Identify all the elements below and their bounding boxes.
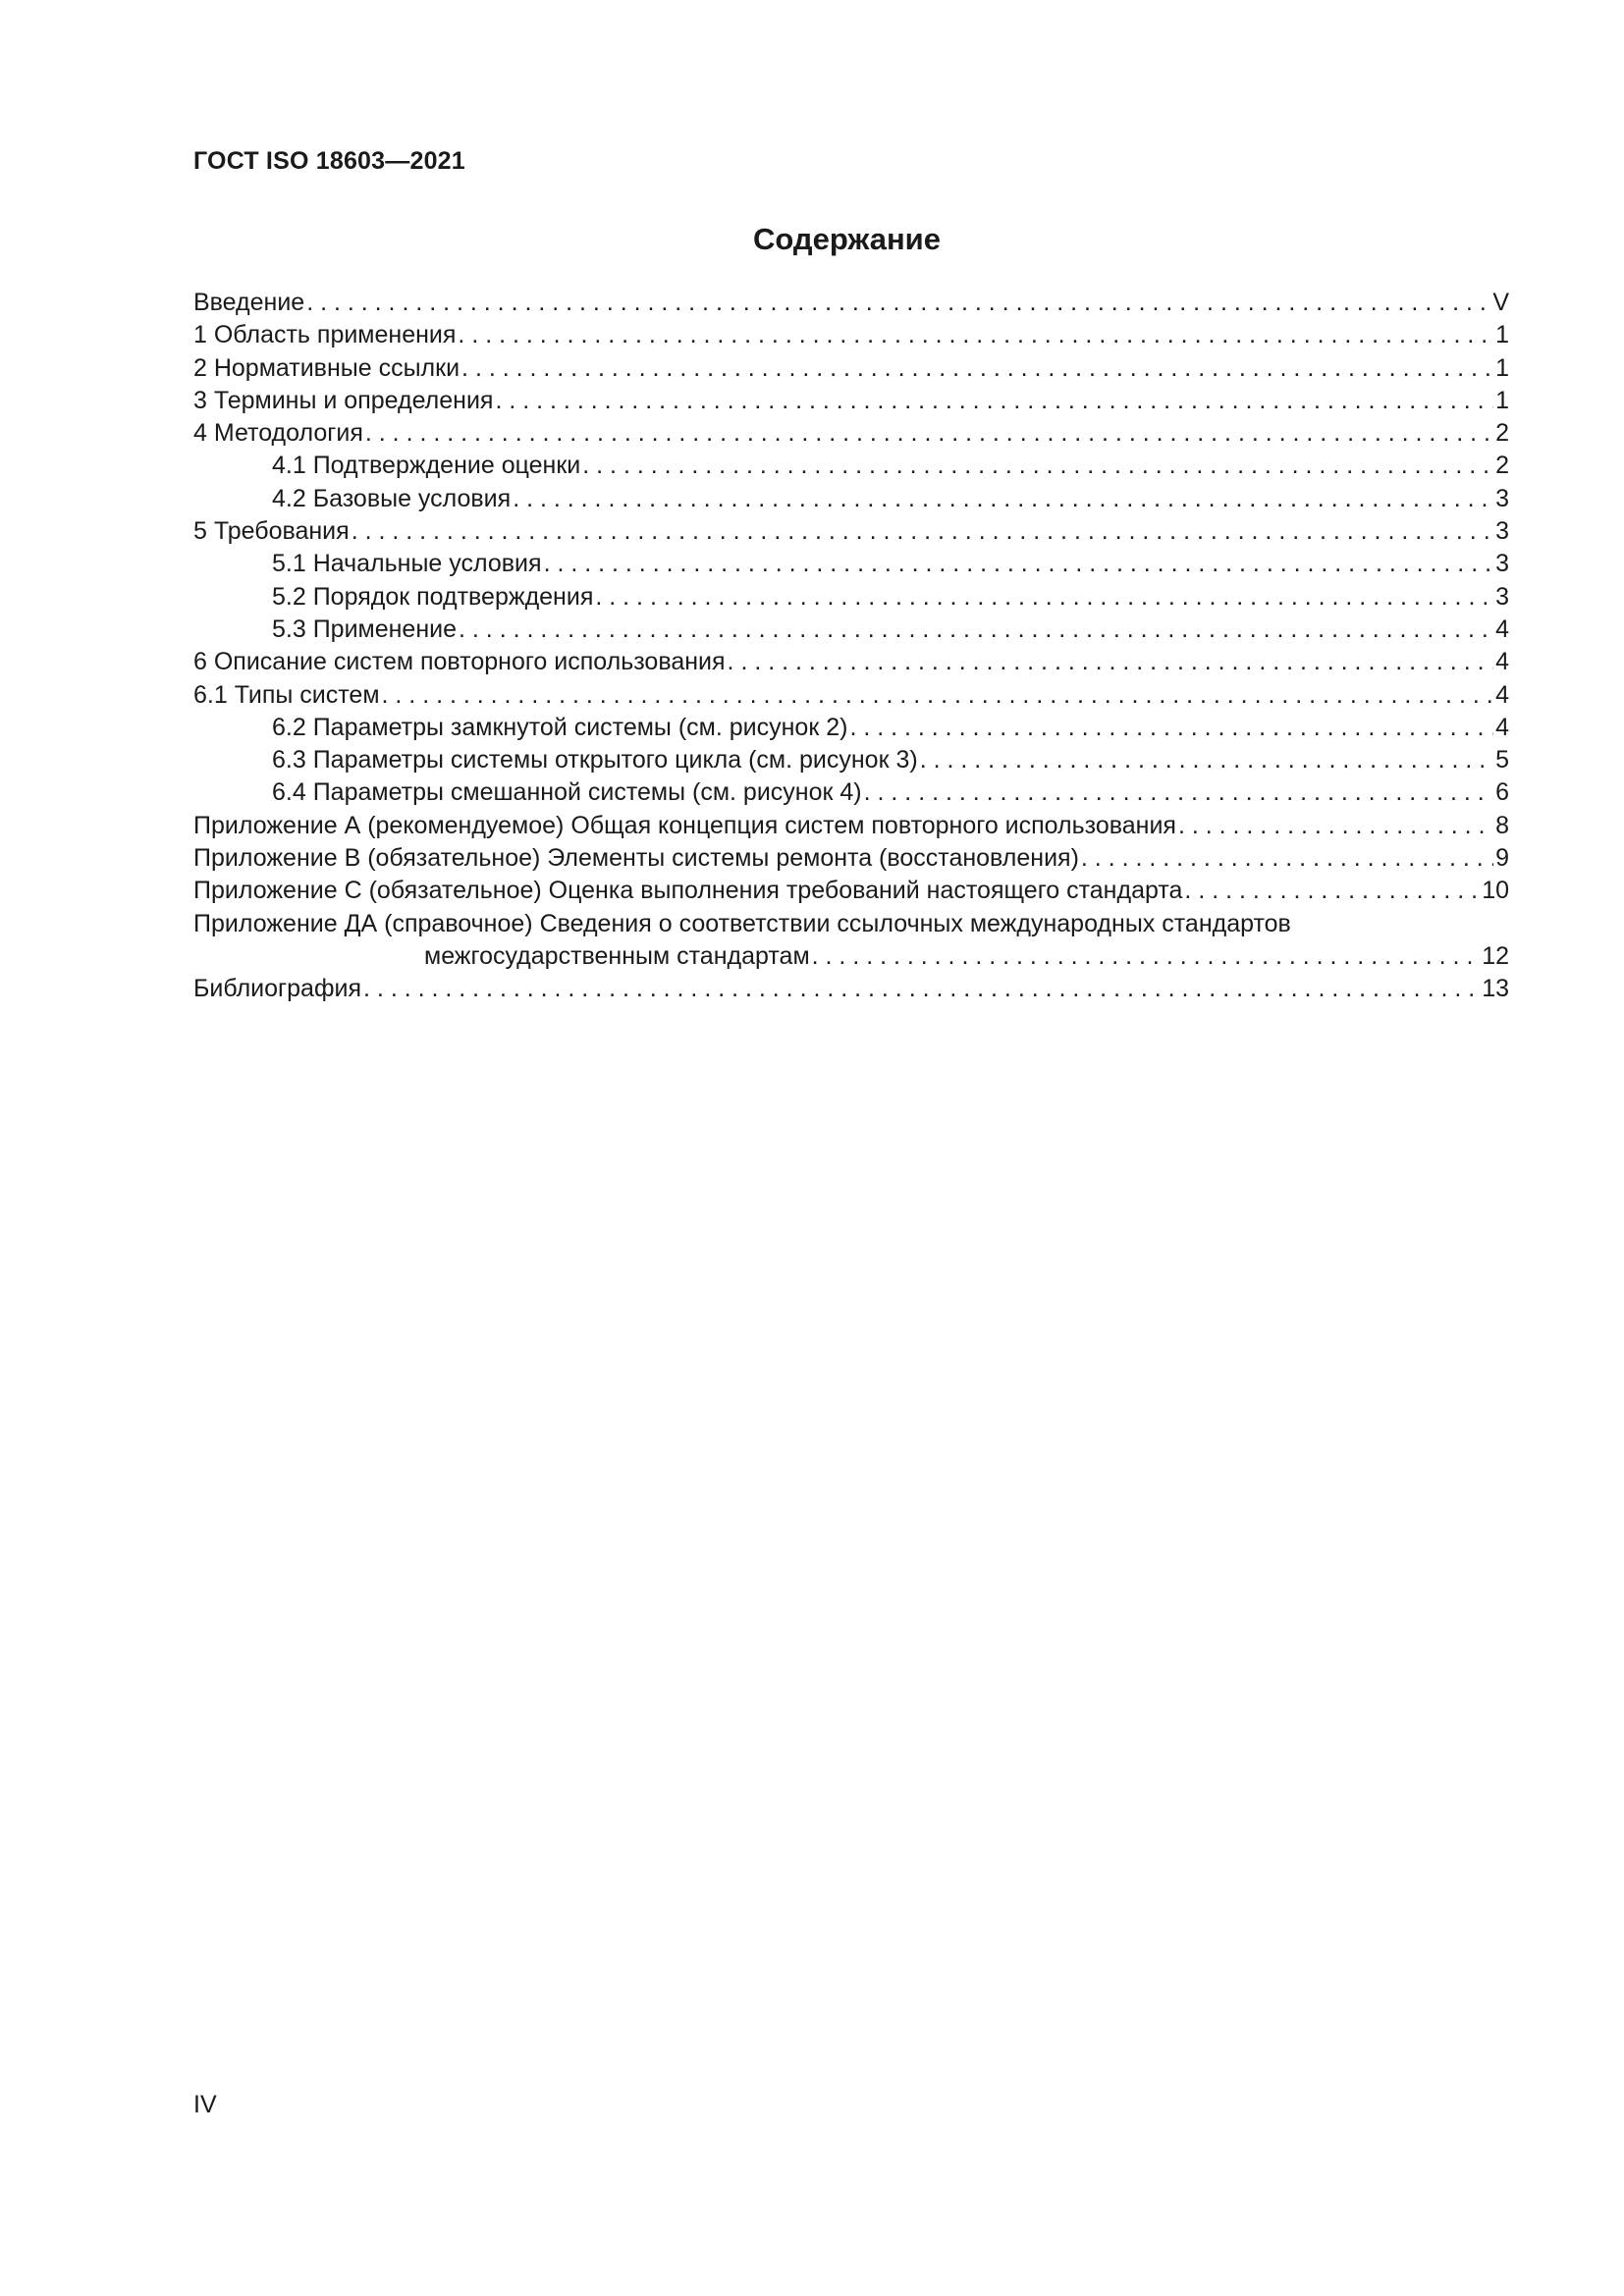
toc-entry-page: 1 <box>1495 386 1509 414</box>
toc-entry-page: 2 <box>1495 452 1509 480</box>
toc-entry-label: 5.3 Применение <box>272 614 458 643</box>
toc-leader-dots <box>1184 875 1480 907</box>
toc-entry-bibliography[interactable] <box>193 973 1509 1005</box>
toc-entry-label: 4 Методология <box>193 419 363 448</box>
toc-entry[interactable] <box>193 483 1509 515</box>
toc-entry-page: 1 <box>1495 353 1509 382</box>
toc-entry-annex-da[interactable] <box>193 908 1509 940</box>
toc-leader-dots <box>513 483 1493 515</box>
toc-entry-page: 13 <box>1482 975 1509 1003</box>
toc-leader-dots <box>458 319 1493 351</box>
toc-entry-label: Приложение С (обязательное) Оценка выполнения требований настоящего стандарта <box>193 877 1183 905</box>
toc-entry-page: 9 <box>1495 844 1509 873</box>
toc-entry-label: 6 Описание систем повторного использования <box>193 648 726 676</box>
toc-entry-label: Введение <box>193 289 305 316</box>
toc-leader-dots <box>920 744 1493 776</box>
toc-entry[interactable] <box>193 646 1509 678</box>
toc-leader-dots <box>461 352 1493 385</box>
toc-leader-dots <box>495 385 1493 417</box>
toc-entry[interactable] <box>193 679 1509 712</box>
toc-leader-dots <box>1081 842 1493 875</box>
toc-leader-dots <box>812 940 1481 973</box>
toc-entry[interactable] <box>193 515 1509 548</box>
toc-entry-annex-da-continued[interactable] <box>193 940 1509 973</box>
toc-entry-page: 3 <box>1495 517 1509 546</box>
page-number: IV <box>193 2091 217 2118</box>
toc-leader-dots <box>582 450 1493 482</box>
toc-entry-label: Приложение А (рекомендуемое) Общая концепция систем повторного использования <box>193 811 1176 839</box>
toc-entry-label: 6.4 Параметры смешанной системы (см. рисунок 4) <box>272 778 862 807</box>
toc-entry[interactable] <box>193 417 1509 450</box>
toc-leader-dots <box>306 287 1490 319</box>
toc-entry[interactable] <box>193 842 1509 875</box>
toc-entry[interactable] <box>193 614 1509 646</box>
toc-title: Содержание <box>753 222 941 256</box>
toc-entry[interactable] <box>193 712 1509 744</box>
toc-entry-label: 6.3 Параметры системы открытого цикла (см. рисунок 3) <box>272 746 918 774</box>
toc-entry-page: 1 <box>1495 321 1509 349</box>
toc-entry-label: 2 Нормативные ссылки <box>193 353 460 382</box>
document-code: ГОСТ ISO 18603—2021 <box>193 147 465 175</box>
toc-entry-page: 6 <box>1495 778 1509 807</box>
toc-entry-label: 5 Требования <box>193 517 350 546</box>
toc-entry[interactable] <box>193 875 1509 907</box>
toc-entry[interactable] <box>193 744 1509 776</box>
toc-entry-page: 2 <box>1495 419 1509 448</box>
toc-entry[interactable] <box>193 450 1509 482</box>
toc-entry[interactable] <box>193 776 1509 809</box>
toc-entry[interactable] <box>193 385 1509 417</box>
toc-entry-label: 3 Термины и определения <box>193 386 494 414</box>
toc-entry-page: 5 <box>1495 746 1509 774</box>
toc-entry[interactable] <box>193 352 1509 385</box>
toc-entry-page: 4 <box>1495 680 1509 709</box>
toc-entry-page: 4 <box>1495 648 1509 676</box>
toc-leader-dots <box>363 973 1480 1005</box>
toc-entry[interactable] <box>193 810 1509 842</box>
toc-entry-page: V <box>1492 289 1509 316</box>
toc-entry-label: межгосударственным стандартам <box>424 941 810 970</box>
toc-entry-label: 4.2 Базовые условия <box>272 484 512 512</box>
toc-entry-page: 4 <box>1495 614 1509 643</box>
toc-leader-dots <box>595 581 1493 614</box>
toc-entry-page: 8 <box>1495 811 1509 839</box>
toc-leader-dots <box>544 548 1494 580</box>
toc-entry[interactable] <box>193 581 1509 614</box>
toc-leader-dots <box>352 515 1493 548</box>
toc-leader-dots <box>1178 810 1493 842</box>
toc-entry[interactable] <box>193 287 1509 319</box>
toc-entry-label: 5.2 Порядок подтверждения <box>272 582 594 611</box>
toc-entry-label: 4.1 Подтверждение оценки <box>272 452 581 480</box>
toc-entry-label: Приложение ДА (справочное) Сведения о соответствии ссылочных международных стандартов <box>193 909 1291 937</box>
toc-leader-dots <box>849 712 1493 744</box>
toc-entry-label: 6.1 Типы систем <box>193 680 380 709</box>
toc-leader-dots <box>365 417 1493 450</box>
toc-leader-dots <box>728 646 1494 678</box>
toc-leader-dots <box>382 679 1494 712</box>
toc-entry-page: 3 <box>1495 484 1509 512</box>
toc-leader-dots <box>459 614 1493 646</box>
toc-leader-dots <box>864 776 1493 809</box>
toc-entry-page: 3 <box>1495 582 1509 611</box>
toc-entry[interactable] <box>193 548 1509 580</box>
toc-entry-label: 5.1 Начальные условия <box>272 550 542 578</box>
toc-entry[interactable] <box>193 319 1509 351</box>
toc-entry-page: 10 <box>1482 877 1509 905</box>
toc-entry-page: 12 <box>1482 941 1509 970</box>
toc-entry-label: Библиография <box>193 975 362 1003</box>
table-of-contents <box>193 287 1509 1006</box>
toc-entry-label: 1 Область применения <box>193 321 457 349</box>
toc-entry-page: 4 <box>1495 713 1509 741</box>
toc-entry-label: 6.2 Параметры замкнутой системы (см. рисунок 2) <box>272 713 848 741</box>
toc-entry-page: 3 <box>1495 550 1509 578</box>
toc-entry-label: Приложение В (обязательное) Элементы системы ремонта (восстановления) <box>193 844 1079 873</box>
